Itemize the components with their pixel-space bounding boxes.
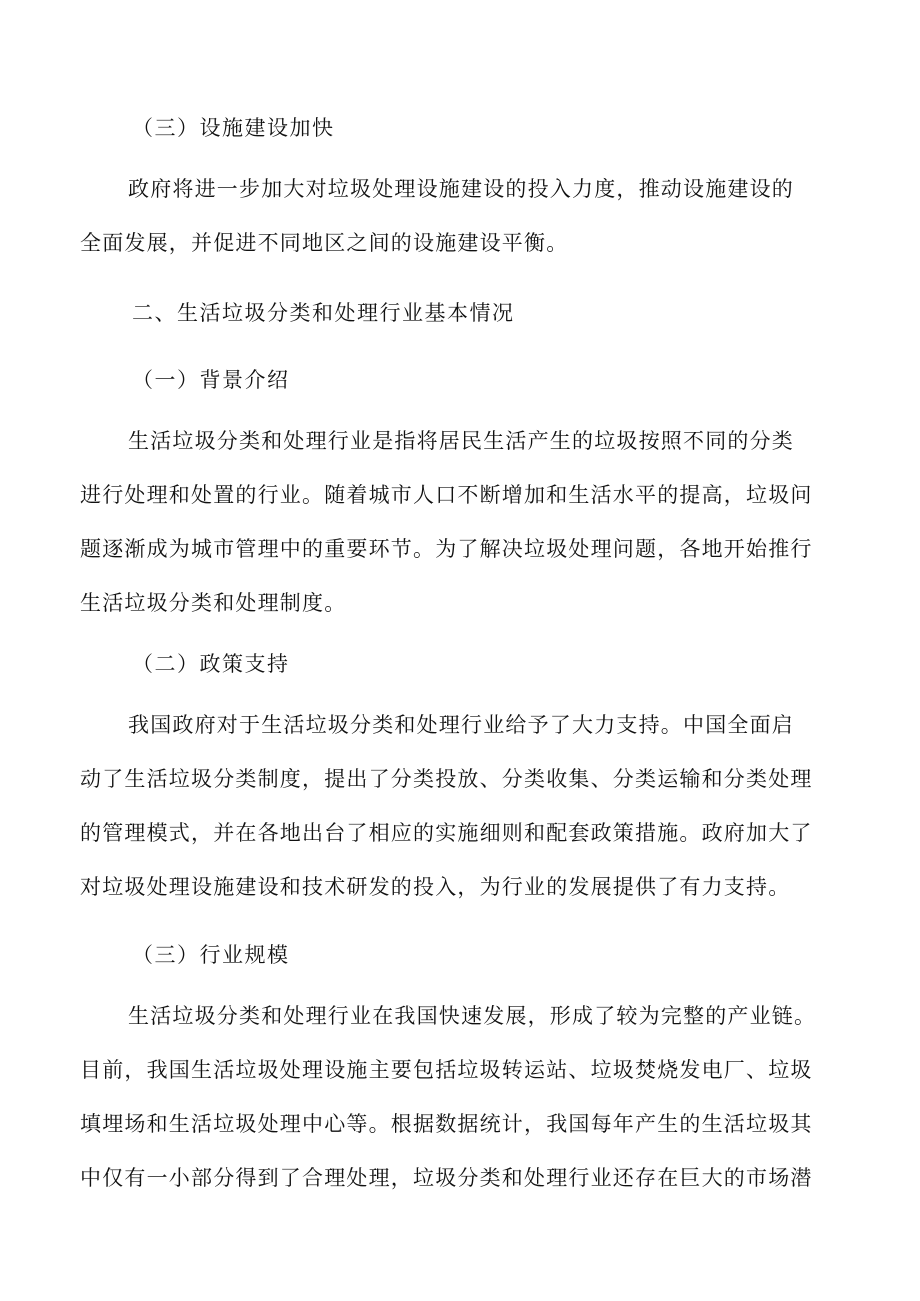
paragraph-line: 对垃圾处理设施建设和技术研发的投入，为行业的发展提供了有力支持。 <box>80 875 791 899</box>
paragraph-line: 中仅有一小部分得到了合理处理，垃圾分类和处理行业还存在巨大的市场潜 <box>80 1166 813 1190</box>
paragraph-line: 目前，我国生活垃圾处理设施主要包括垃圾转运站、垃圾焚烧发电厂、垃圾 <box>80 1058 813 1082</box>
paragraph-line: 的管理模式，并在各地出台了相应的实施细则和配套政策措施。政府加大了 <box>80 821 813 845</box>
paragraph-line: 进行处理和处置的行业。随着城市人口不断增加和生活水平的提高，垃圾问 <box>80 483 813 507</box>
section-heading-background: （一）背景介绍 <box>132 368 290 392</box>
paragraph-line: 政府将进一步加大对垃圾处理设施建设的投入力度，推动设施建设的 <box>128 177 794 201</box>
paragraph-line: 全面发展，并促进不同地区之间的设施建设平衡。 <box>80 231 569 255</box>
paragraph-line: 动了生活垃圾分类制度，提出了分类投放、分类收集、分类运输和分类处理 <box>80 767 813 791</box>
section-heading-facility: （三）设施建设加快 <box>132 116 335 140</box>
paragraph-line: 题逐渐成为城市管理中的重要环节。为了解决垃圾处理问题，各地开始推行 <box>80 537 813 561</box>
section-heading-policy: （二）政策支持 <box>132 652 290 676</box>
chapter-heading: 二、生活垃圾分类和处理行业基本情况 <box>132 301 515 325</box>
paragraph-line: 生活垃圾分类和处理行业在我国快速发展，形成了较为完整的产业链。 <box>128 1004 817 1028</box>
paragraph-line: 生活垃圾分类和处理行业是指将居民生活产生的垃圾按照不同的分类 <box>128 429 794 453</box>
paragraph-policy <box>80 698 850 914</box>
paragraph-facility <box>80 162 850 270</box>
paragraph-line: 填埋场和生活垃圾处理中心等。根据数据统计，我国每年产生的生活垃圾其 <box>80 1112 813 1136</box>
paragraph-background <box>80 414 850 630</box>
paragraph-scale <box>80 989 850 1205</box>
section-heading-scale: （三）行业规模 <box>132 943 290 967</box>
paragraph-line: 生活垃圾分类和处理制度。 <box>80 591 347 615</box>
paragraph-line: 我国政府对于生活垃圾分类和处理行业给予了大力支持。中国全面启 <box>128 713 794 737</box>
